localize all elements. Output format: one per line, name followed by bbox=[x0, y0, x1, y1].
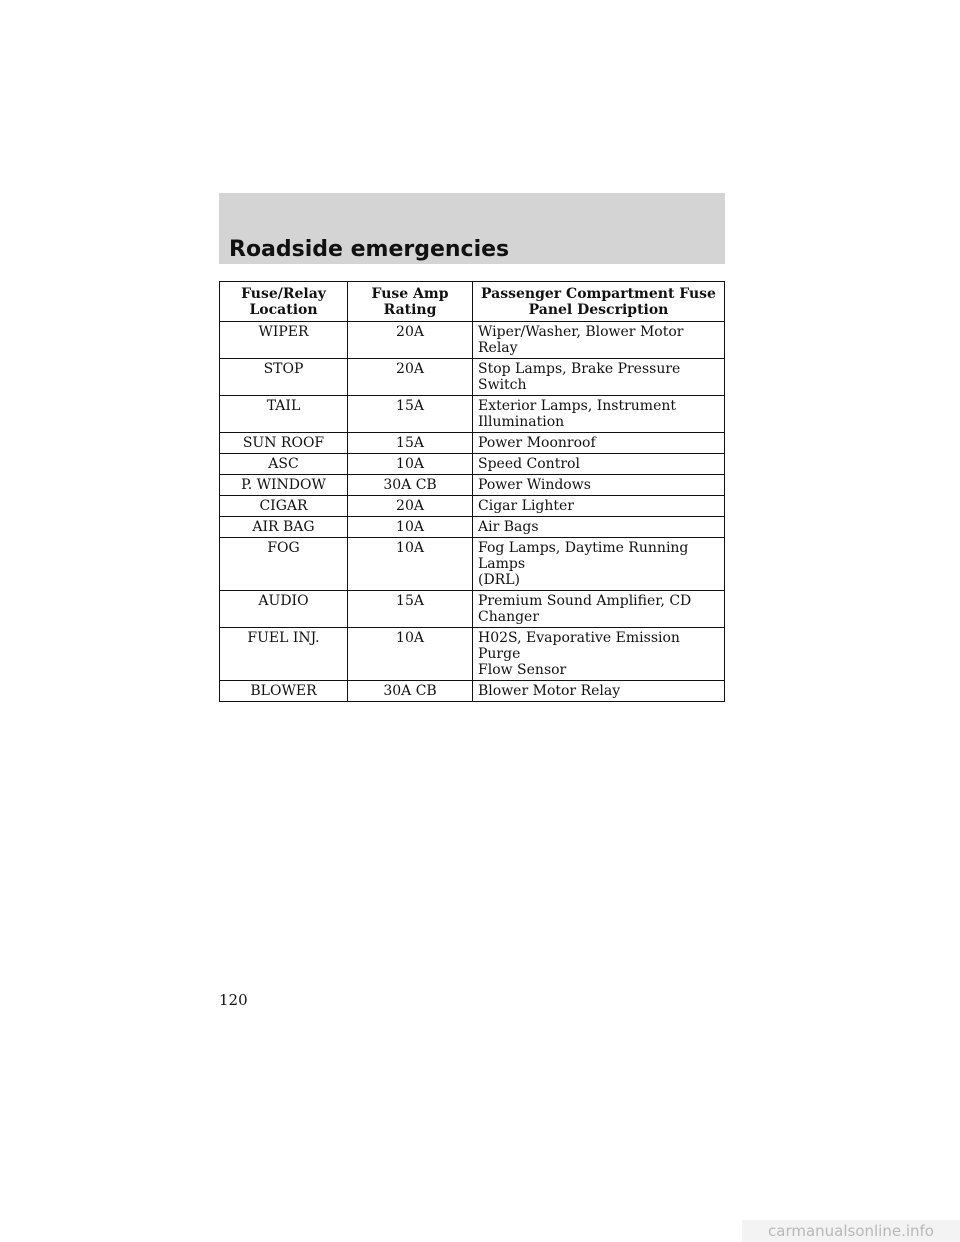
fuse-description: Premium Sound Amplifier, CD Changer bbox=[473, 591, 725, 628]
table-row bbox=[220, 433, 725, 454]
fuse-amp-rating: 10A bbox=[348, 517, 473, 538]
fuse-description: Wiper/Washer, Blower Motor Relay bbox=[473, 322, 725, 359]
fuse-description: Fog Lamps, Daytime Running Lamps (DRL) bbox=[473, 538, 725, 591]
fuse-description: Speed Control bbox=[473, 454, 725, 475]
fuse-location: WIPER bbox=[220, 322, 348, 359]
table-row bbox=[220, 496, 725, 517]
table-row bbox=[220, 538, 725, 591]
fuse-description: Power Windows bbox=[473, 475, 725, 496]
fuse-amp-rating: 20A bbox=[348, 359, 473, 396]
fuse-location: CIGAR bbox=[220, 496, 348, 517]
table-row bbox=[220, 454, 725, 475]
fuse-amp-rating: 15A bbox=[348, 591, 473, 628]
table-row bbox=[220, 359, 725, 396]
table-header-row bbox=[220, 282, 725, 322]
fuse-description: Power Moonroof bbox=[473, 433, 725, 454]
fuse-description: Stop Lamps, Brake Pressure Switch bbox=[473, 359, 725, 396]
section-header bbox=[219, 193, 725, 264]
fuse-description: Blower Motor Relay bbox=[473, 681, 725, 702]
fuse-amp-rating: 20A bbox=[348, 496, 473, 517]
table-row bbox=[220, 628, 725, 681]
fuse-location: TAIL bbox=[220, 396, 348, 433]
header-amp-rating: Fuse Amp Rating bbox=[348, 282, 473, 322]
fuse-amp-rating: 15A bbox=[348, 433, 473, 454]
table-row bbox=[220, 591, 725, 628]
fuse-location: AUDIO bbox=[220, 591, 348, 628]
fuse-amp-rating: 15A bbox=[348, 396, 473, 433]
fuse-description: H02S, Evaporative Emission Purge Flow Sensor bbox=[473, 628, 725, 681]
fuse-amp-rating: 30A CB bbox=[348, 475, 473, 496]
fuse-location: P. WINDOW bbox=[220, 475, 348, 496]
fuse-location: SUN ROOF bbox=[220, 433, 348, 454]
header-description: Passenger Compartment Fuse Panel Description bbox=[473, 282, 725, 322]
fuse-location: FOG bbox=[220, 538, 348, 591]
watermark: carmanualsonline.info bbox=[742, 1220, 960, 1242]
table-row bbox=[220, 475, 725, 496]
header-location: Fuse/Relay Location bbox=[220, 282, 348, 322]
fuse-location: FUEL INJ. bbox=[220, 628, 348, 681]
fuse-location: BLOWER bbox=[220, 681, 348, 702]
fuse-amp-rating: 30A CB bbox=[348, 681, 473, 702]
table-row bbox=[220, 681, 725, 702]
table-row bbox=[220, 322, 725, 359]
page-number: 120 bbox=[219, 991, 248, 1009]
fuse-amp-rating: 10A bbox=[348, 454, 473, 475]
fuse-description: Cigar Lighter bbox=[473, 496, 725, 517]
section-title: Roadside emergencies bbox=[229, 237, 510, 262]
fuse-location: AIR BAG bbox=[220, 517, 348, 538]
fuse-location: STOP bbox=[220, 359, 348, 396]
fuse-amp-rating: 20A bbox=[348, 322, 473, 359]
fuse-description: Air Bags bbox=[473, 517, 725, 538]
table-body bbox=[220, 322, 725, 702]
fuse-amp-rating: 10A bbox=[348, 628, 473, 681]
fuse-description: Exterior Lamps, Instrument Illumination bbox=[473, 396, 725, 433]
table-row bbox=[220, 517, 725, 538]
table-row bbox=[220, 396, 725, 433]
fuse-amp-rating: 10A bbox=[348, 538, 473, 591]
fuse-location: ASC bbox=[220, 454, 348, 475]
fuse-table bbox=[219, 281, 725, 702]
